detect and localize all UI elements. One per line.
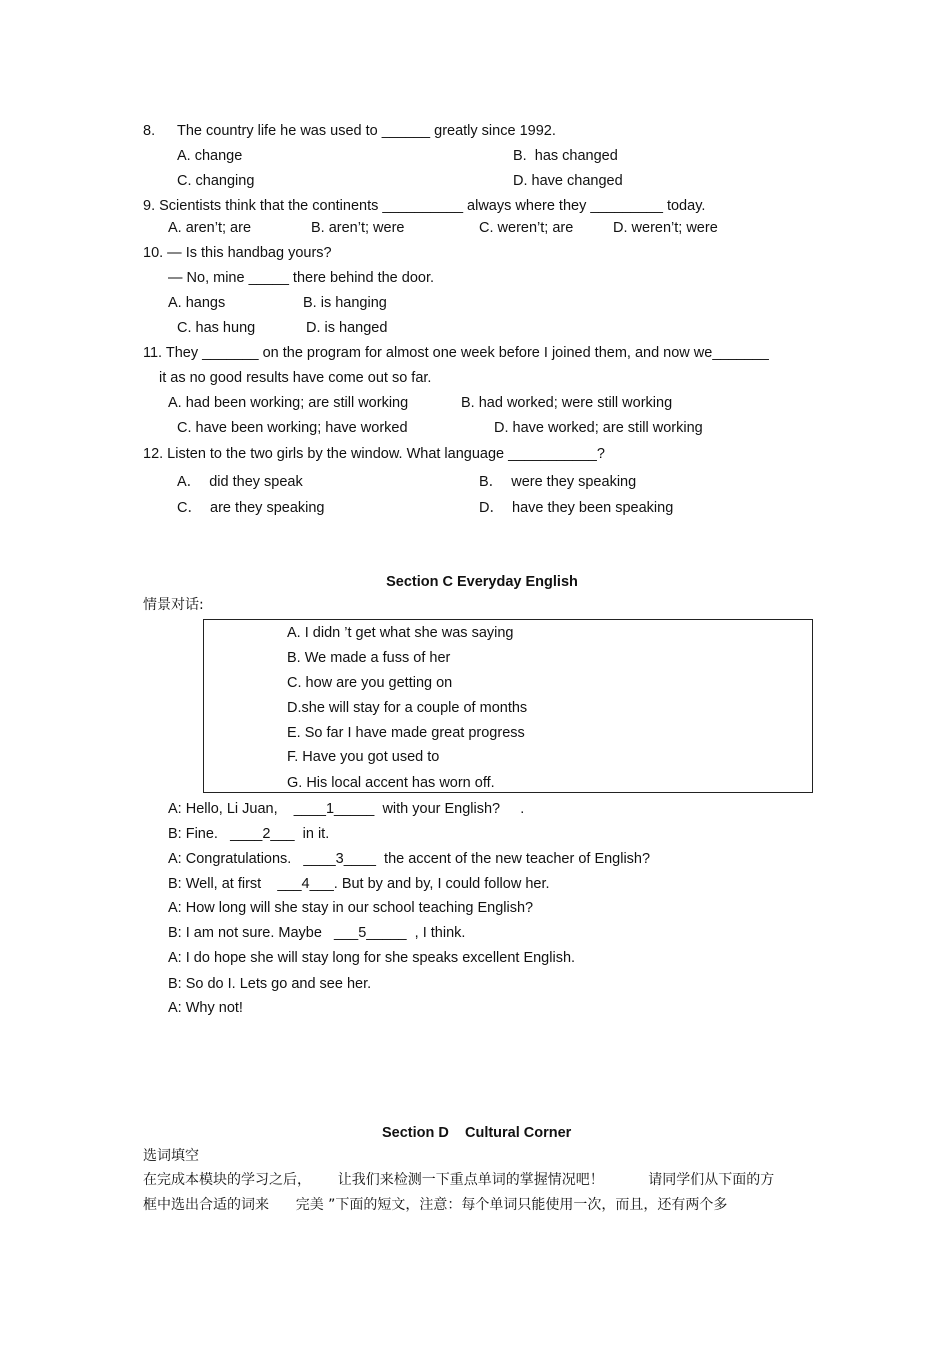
q10-option-a: A. hangs xyxy=(168,295,226,311)
q8-option-d: D. have changed xyxy=(513,173,623,189)
dialogue-line-4: B: Well, at first ___4___. But by and by, I could follow her. xyxy=(168,876,550,892)
section-d-title: Section D Cultural Corner xyxy=(382,1125,572,1141)
q10-option-b: B. is hanging xyxy=(303,295,387,311)
box-option-g: G. His local accent has worn off. xyxy=(287,775,495,791)
box-option-c: C. how are you getting on xyxy=(287,675,453,691)
section-d-paragraph-line-2: 框中选出合适的词来 完美 ”下面的短文，注意：每个单词只能使用一次，而且，还有两个多 xyxy=(143,1197,728,1213)
dialogue-line-5: A: How long will she stay in our school teaching English? xyxy=(168,900,534,916)
q8-number: 8. xyxy=(143,123,156,139)
q12-option-d: D． have they been speaking xyxy=(479,500,674,516)
box-option-a: A. I didn ’t get what she was saying xyxy=(287,625,514,641)
blank-4: ___4___ xyxy=(277,876,334,892)
dialogue-line-3: A: Congratulations. ____3____ the accent of the new teacher of English? xyxy=(168,851,651,867)
section-d-subtitle: 选词填空 xyxy=(143,1148,199,1164)
q8-option-c: C. changing xyxy=(177,173,255,189)
dialogue-line-2: B: Fine. ____2___ in it. xyxy=(168,826,330,842)
dialogue-line-6: B: I am not sure. Maybe ___5_____ , I think. xyxy=(168,925,466,941)
q9-option-c: C. weren’t; are xyxy=(479,220,574,236)
q11-line1: 11. They _______ on the program for almost one week before I joined them, and now we_______ xyxy=(143,345,769,361)
q9-option-d: D. weren’t; were xyxy=(613,220,718,236)
q12-stem: 12. Listen to the two girls by the window. What language ___________? xyxy=(143,446,605,462)
q9-option-a: A. aren’t; are xyxy=(168,220,252,236)
q11-line2: it as no good results have come out so far. xyxy=(159,370,432,386)
q9-option-b: B. aren’t; were xyxy=(311,220,405,236)
q8-option-a: A. change xyxy=(177,148,243,164)
q9-stem: 9. Scientists think that the continents __________ always where they _________ today. xyxy=(143,198,706,214)
blank-5: ___5_____ xyxy=(334,925,407,941)
dialogue-line-8: B: So do I. Lets go and see her. xyxy=(168,976,372,992)
blank-1: ____1_____ xyxy=(293,801,375,817)
section-c-title: Section C Everyday English xyxy=(386,574,578,590)
section-d-paragraph-line-1: 在完成本模块的学习之后， 让我们来检测一下重点单词的掌握情况吧！ 请同学们从下面的方 xyxy=(143,1172,775,1188)
box-option-d: D.she will stay for a couple of months xyxy=(287,700,528,716)
q12-option-a: A． did they speak xyxy=(177,474,303,490)
q11-option-c: C. have been working; have worked xyxy=(177,420,408,436)
dialogue-line-7: A: I do hope she will stay long for she speaks excellent English. xyxy=(168,950,576,966)
q11-option-d: D. have worked; are still working xyxy=(494,420,703,436)
blank-2: ____2___ xyxy=(230,826,295,842)
blank-3: ____3____ xyxy=(303,851,376,867)
q8-option-b: B. has changed xyxy=(513,148,618,164)
q10-option-c: C. has hung xyxy=(177,320,256,336)
q11-option-b: B. had worked; were still working xyxy=(461,395,673,411)
box-option-e: E. So far I have made great progress xyxy=(287,725,525,741)
q12-option-c: C． are they speaking xyxy=(177,500,325,516)
dialogue-line-9: A: Why not! xyxy=(168,1000,243,1016)
q11-option-a: A. had been working; are still working xyxy=(168,395,409,411)
q10-line2: — No, mine _____ there behind the door. xyxy=(168,270,435,286)
q10-option-d: D. is hanged xyxy=(306,320,388,336)
section-c-subtitle: 情景对话: xyxy=(143,597,204,613)
box-option-b: B. We made a fuss of her xyxy=(287,650,451,666)
dialogue-line-1: A: Hello, Li Juan, ____1_____ with your English? . xyxy=(168,801,525,817)
q12-option-b: B． were they speaking xyxy=(479,474,637,490)
q8-stem: The country life he was used to ______ greatly since 1992. xyxy=(177,123,556,139)
q10-line1: 10. — Is this handbag yours? xyxy=(143,245,332,261)
box-option-f: F. Have you got used to xyxy=(287,749,440,765)
